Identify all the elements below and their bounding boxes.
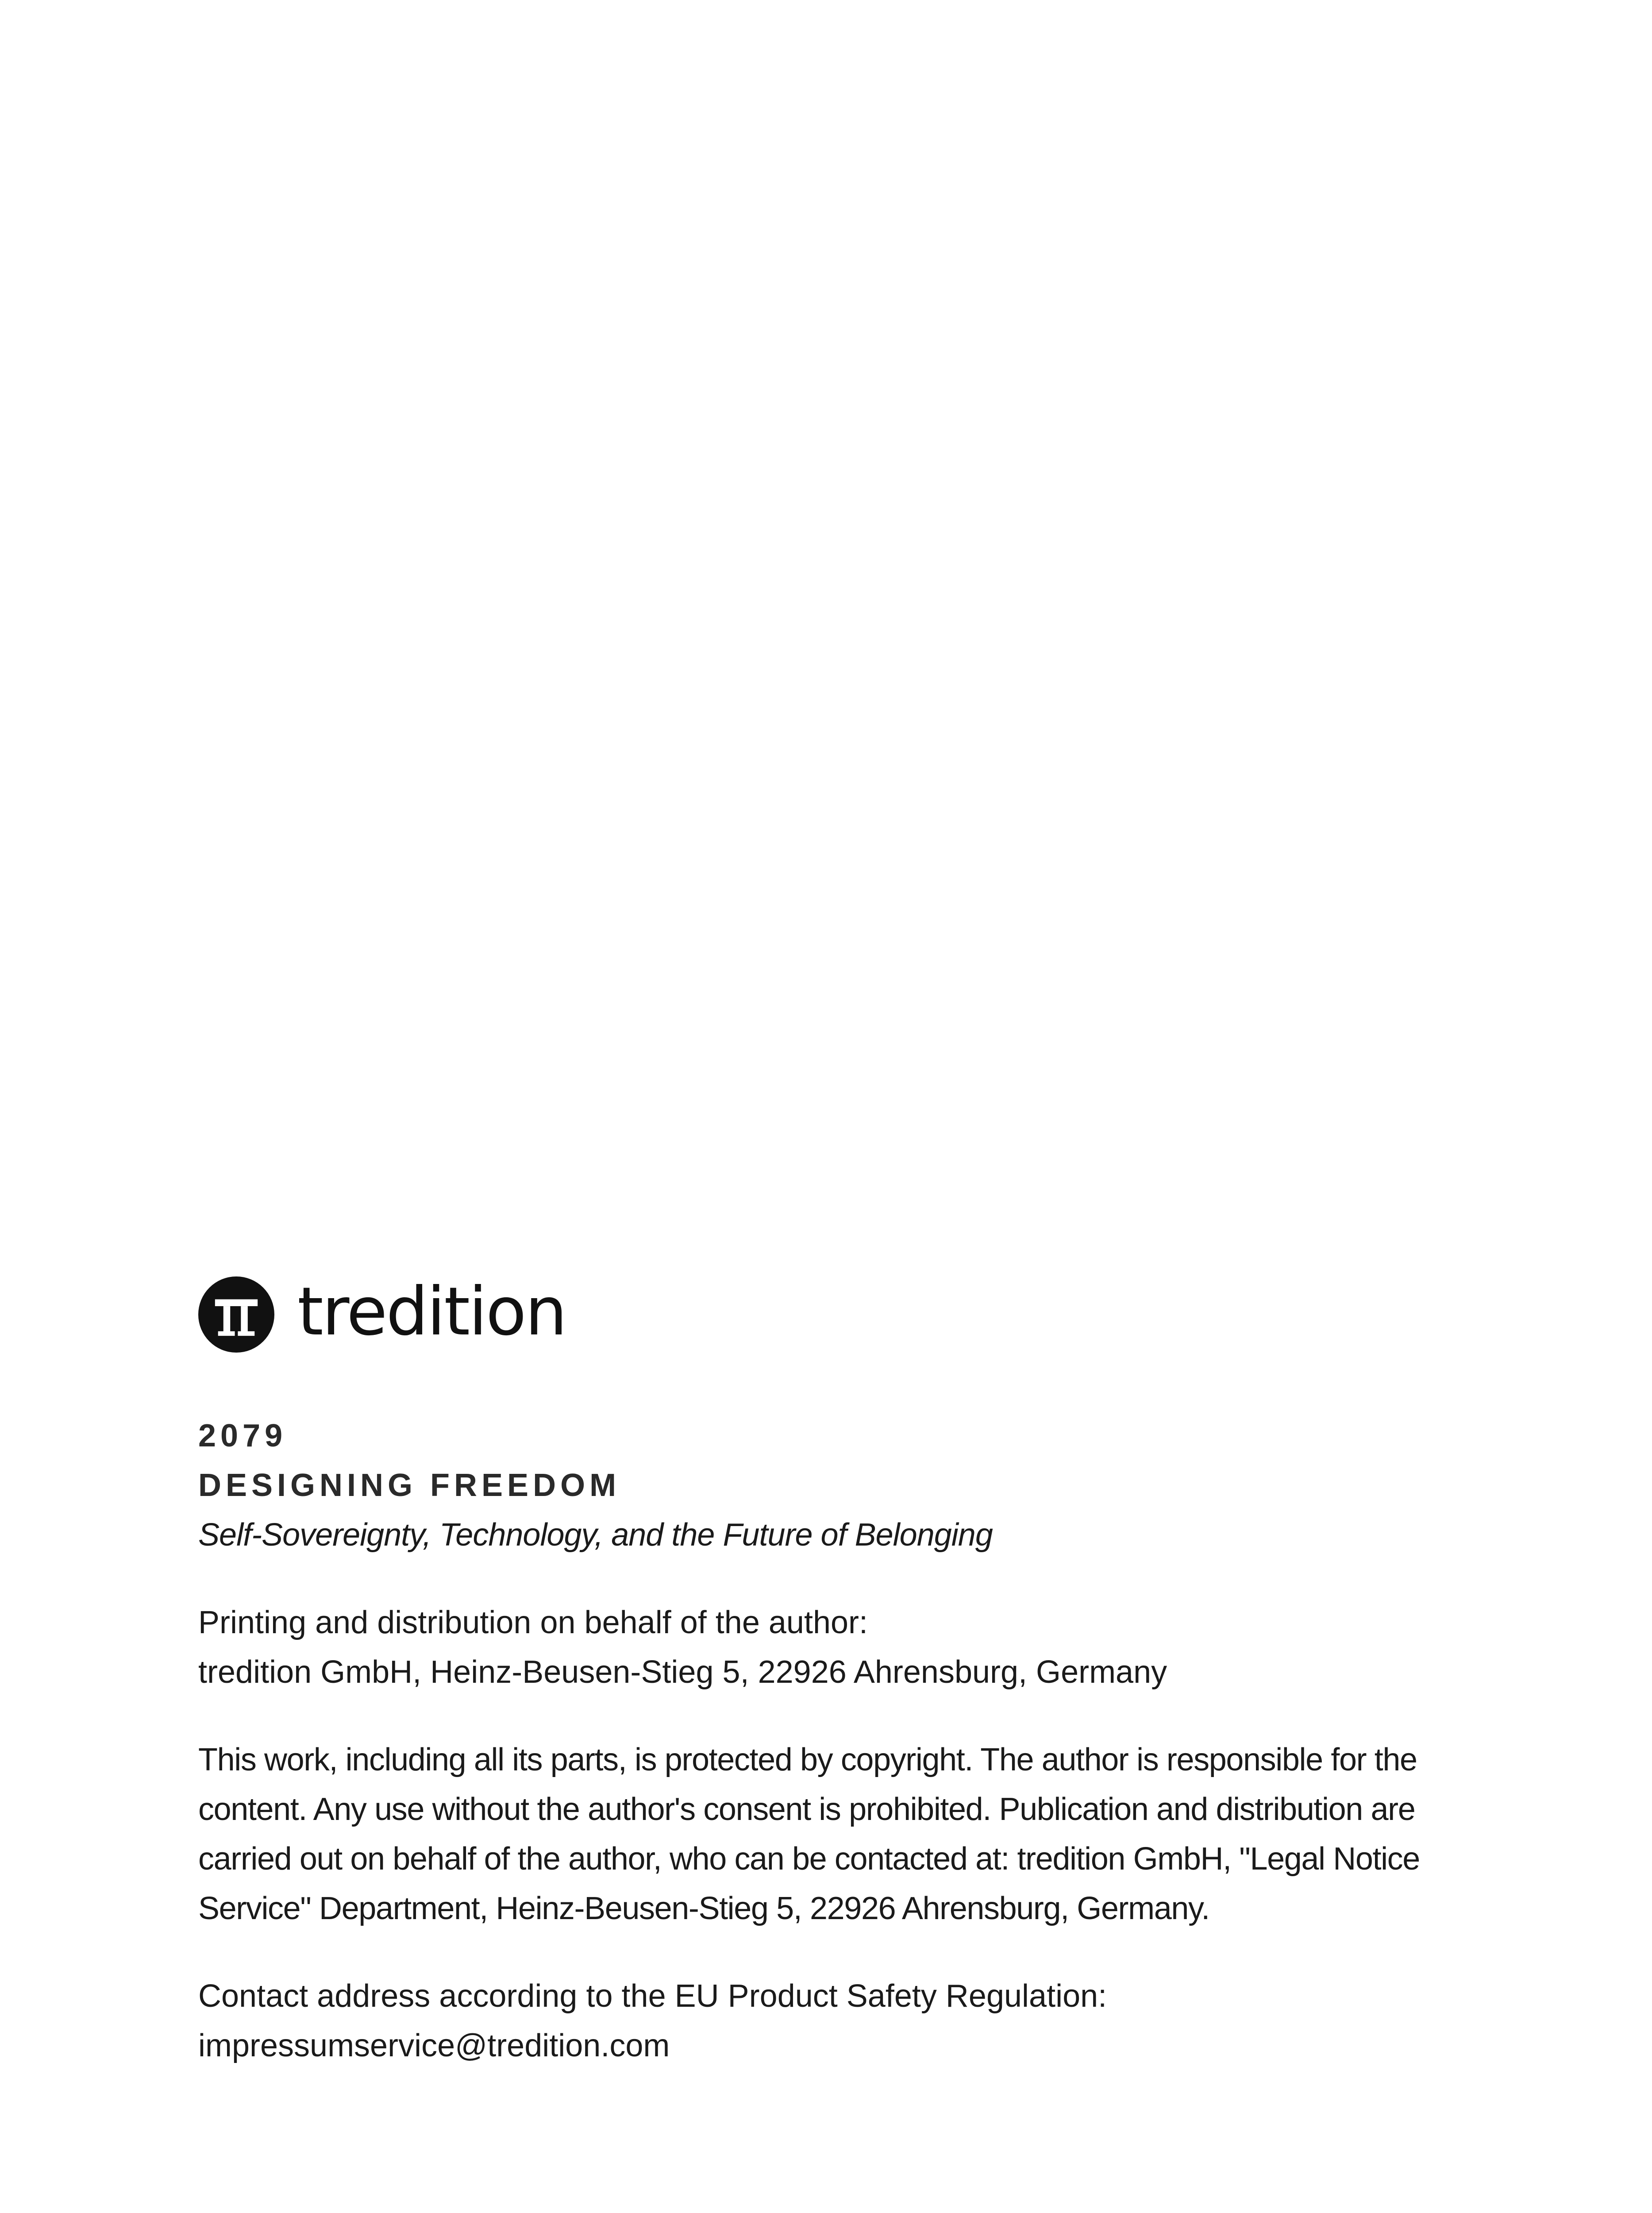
copyright-line: This work, including all its parts, is protected by copyright. The author is responsible for the — [198, 1742, 1417, 1777]
book-subtitle: Self-Sovereignty, Technology, and the Future of Belonging — [198, 1517, 993, 1553]
publisher-wordmark: tredition — [297, 1273, 566, 1350]
copyright-line: Service" Department, Heinz-Beusen-Stieg 5, 22926 Ahrensburg, Germany. — [198, 1891, 1209, 1926]
printing-notice — [198, 1598, 1482, 1697]
imprint-block — [198, 1275, 1482, 2070]
copyright-notice — [198, 1735, 1482, 1933]
printing-line: Printing and distribution on behalf of the author: — [198, 1605, 868, 1640]
publisher-logo — [198, 1275, 1482, 1354]
contact-email: impressumservice@tredition.com — [198, 2028, 670, 2063]
book-year: 2079 — [198, 1418, 287, 1453]
contact-label: Contact address according to the EU Product Safety Regulation: — [198, 1978, 1107, 2014]
copyright-line: carried out on behalf of the author, who can be contacted at: tredition GmbH, "Legal Notice — [198, 1841, 1420, 1877]
printing-address: tredition GmbH, Heinz-Beusen-Stieg 5, 22926 Ahrensburg, Germany — [198, 1654, 1167, 1690]
tredition-logo-icon — [198, 1276, 274, 1353]
contact-notice — [198, 1971, 1482, 2070]
book-title: DESIGNING FREEDOM — [198, 1468, 621, 1503]
copyright-line: content. Any use without the author's consent is prohibited. Publication and distribution are — [198, 1792, 1415, 1827]
